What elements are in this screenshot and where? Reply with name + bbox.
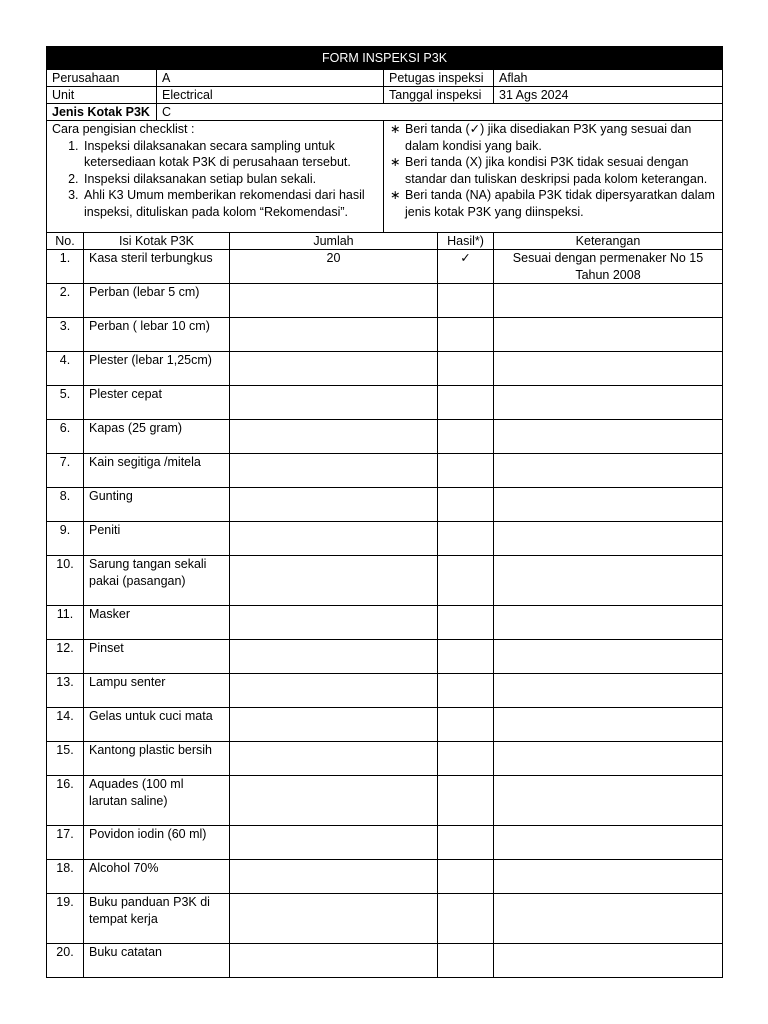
row-keterangan[interactable]: [494, 420, 723, 454]
row-jumlah[interactable]: [230, 522, 438, 556]
form-title: FORM INSPEKSI P3K: [47, 47, 723, 70]
notes-list: [389, 121, 717, 220]
row-number: 20.: [47, 944, 84, 978]
row-keterangan[interactable]: [494, 318, 723, 352]
table-row: [47, 674, 723, 708]
table-row: [47, 522, 723, 556]
petugas-label: Petugas inspeksi: [384, 70, 494, 87]
row-number: 15.: [47, 742, 84, 776]
row-hasil[interactable]: [438, 352, 494, 386]
row-keterangan[interactable]: Sesuai dengan permenaker No 15 Tahun 2008: [494, 250, 723, 284]
row-keterangan[interactable]: [494, 742, 723, 776]
row-item: Gelas untuk cuci mata: [84, 708, 230, 742]
form-header-table: [46, 46, 723, 121]
row-jumlah[interactable]: [230, 826, 438, 860]
row-jumlah[interactable]: [230, 894, 438, 944]
instructions-table: [46, 121, 723, 233]
row-item: Aquades (100 ml larutan saline): [84, 776, 230, 826]
row-jumlah[interactable]: [230, 386, 438, 420]
row-item: Perban ( lebar 10 cm): [84, 318, 230, 352]
table-row: [47, 488, 723, 522]
row-keterangan[interactable]: [494, 522, 723, 556]
unit-label: Unit: [47, 87, 157, 104]
instruction-step: 3. Ahli K3 Umum memberikan rekomendasi dari hasil inspeksi, dituliskan pada kolom “Rekomendasi”.: [82, 187, 378, 220]
row-keterangan[interactable]: [494, 352, 723, 386]
row-jumlah[interactable]: [230, 284, 438, 318]
row-hasil[interactable]: [438, 454, 494, 488]
row-item: Peniti: [84, 522, 230, 556]
row-item: Perban (lebar 5 cm): [84, 284, 230, 318]
row-number: 4.: [47, 352, 84, 386]
row-keterangan[interactable]: [494, 708, 723, 742]
row-item: Plester (lebar 1,25cm): [84, 352, 230, 386]
row-jumlah[interactable]: [230, 860, 438, 894]
tanggal-value[interactable]: 31 Ags 2024: [494, 87, 723, 104]
row-hasil[interactable]: ✓: [438, 250, 494, 284]
row-jumlah[interactable]: [230, 742, 438, 776]
row-jumlah[interactable]: [230, 488, 438, 522]
row-keterangan[interactable]: [494, 556, 723, 606]
row-hasil[interactable]: [438, 776, 494, 826]
table-row: [47, 284, 723, 318]
row-keterangan[interactable]: [494, 488, 723, 522]
row-keterangan[interactable]: [494, 860, 723, 894]
table-row: [47, 420, 723, 454]
row-hasil[interactable]: [438, 488, 494, 522]
instruction-step: 2. Inspeksi dilaksanakan setiap bulan sekali.: [82, 171, 378, 188]
table-row: [47, 606, 723, 640]
row-number: 12.: [47, 640, 84, 674]
table-row: [47, 556, 723, 606]
row-hasil[interactable]: [438, 420, 494, 454]
checklist-instructions: [47, 121, 384, 233]
inspection-form: [46, 46, 722, 978]
asterisk-bullet-icon: ∗: [390, 155, 401, 169]
row-number: 8.: [47, 488, 84, 522]
instruction-step: 1. Inspeksi dilaksanakan secara sampling untuk ketersediaan kotak P3K di perusahaan tersebut.: [82, 138, 378, 171]
instructions-steps: [52, 138, 378, 221]
row-number: 2.: [47, 284, 84, 318]
checklist-table: [46, 233, 723, 978]
row-item: Kapas (25 gram): [84, 420, 230, 454]
row-keterangan[interactable]: [494, 454, 723, 488]
row-jumlah[interactable]: [230, 944, 438, 978]
table-row: [47, 944, 723, 978]
row-jumlah[interactable]: [230, 318, 438, 352]
perusahaan-value[interactable]: A: [157, 70, 384, 87]
row-keterangan[interactable]: [494, 894, 723, 944]
row-keterangan[interactable]: [494, 606, 723, 640]
col-hasil: Hasil*): [438, 233, 494, 250]
row-jumlah[interactable]: [230, 454, 438, 488]
table-row: [47, 708, 723, 742]
row-hasil[interactable]: [438, 522, 494, 556]
perusahaan-label: Perusahaan: [47, 70, 157, 87]
row-jumlah[interactable]: [230, 352, 438, 386]
row-hasil[interactable]: [438, 742, 494, 776]
tanggal-label: Tanggal inspeksi: [384, 87, 494, 104]
checklist-header-row: [47, 233, 723, 250]
row-keterangan[interactable]: [494, 640, 723, 674]
table-row: [47, 318, 723, 352]
row-jumlah[interactable]: [230, 640, 438, 674]
row-number: 18.: [47, 860, 84, 894]
row-hasil[interactable]: [438, 386, 494, 420]
row-number: 14.: [47, 708, 84, 742]
row-hasil[interactable]: [438, 674, 494, 708]
row-number: 1.: [47, 250, 84, 284]
row-keterangan[interactable]: [494, 284, 723, 318]
row-item: Masker: [84, 606, 230, 640]
table-row: [47, 640, 723, 674]
row-item: Buku catatan: [84, 944, 230, 978]
row-number: 3.: [47, 318, 84, 352]
row-number: 13.: [47, 674, 84, 708]
row-number: 10.: [47, 556, 84, 606]
row-hasil[interactable]: [438, 284, 494, 318]
row-jumlah[interactable]: 20: [230, 250, 438, 284]
row-number: 19.: [47, 894, 84, 944]
row-item: Alcohol 70%: [84, 860, 230, 894]
row-item: Gunting: [84, 488, 230, 522]
note-item: ∗ Beri tanda (NA) apabila P3K tidak dipersyaratkan dalam jenis kotak P3K yang diinspeksi.: [390, 188, 715, 219]
row-item: Kasa steril terbungkus: [84, 250, 230, 284]
asterisk-bullet-icon: ∗: [390, 122, 401, 136]
instructions-heading: Cara pengisian checklist :: [52, 122, 195, 136]
row-item: Pinset: [84, 640, 230, 674]
table-row: [47, 250, 723, 284]
jenis-label: Jenis Kotak P3K: [47, 104, 157, 121]
col-keterangan: Keterangan: [494, 233, 723, 250]
row-hasil[interactable]: [438, 894, 494, 944]
row-hasil[interactable]: [438, 556, 494, 606]
row-hasil[interactable]: [438, 860, 494, 894]
col-no: No.: [47, 233, 84, 250]
table-row: [47, 352, 723, 386]
row-keterangan[interactable]: [494, 386, 723, 420]
row-item: Kantong plastic bersih: [84, 742, 230, 776]
row-hasil[interactable]: [438, 606, 494, 640]
petugas-value[interactable]: Aflah: [494, 70, 723, 87]
row-number: 11.: [47, 606, 84, 640]
col-item: Isi Kotak P3K: [84, 233, 230, 250]
row-jumlah[interactable]: [230, 606, 438, 640]
row-hasil[interactable]: [438, 318, 494, 352]
note-item: ∗ Beri tanda (✓) jika disediakan P3K yang sesuai dan dalam kondisi yang baik.: [390, 122, 692, 153]
table-row: [47, 860, 723, 894]
checklist-rows: [47, 250, 723, 978]
row-jumlah[interactable]: [230, 674, 438, 708]
jenis-value[interactable]: C: [157, 104, 723, 121]
row-hasil[interactable]: [438, 708, 494, 742]
row-hasil[interactable]: [438, 826, 494, 860]
table-row: [47, 826, 723, 860]
row-keterangan[interactable]: [494, 674, 723, 708]
unit-value[interactable]: Electrical: [157, 87, 384, 104]
row-hasil[interactable]: [438, 944, 494, 978]
row-jumlah[interactable]: [230, 420, 438, 454]
row-jumlah[interactable]: [230, 708, 438, 742]
row-number: 17.: [47, 826, 84, 860]
row-keterangan[interactable]: [494, 944, 723, 978]
table-row: [47, 386, 723, 420]
row-number: 7.: [47, 454, 84, 488]
row-item: Sarung tangan sekali pakai (pasangan): [84, 556, 230, 606]
row-hasil[interactable]: [438, 640, 494, 674]
row-number: 5.: [47, 386, 84, 420]
row-number: 9.: [47, 522, 84, 556]
marking-notes: [384, 121, 723, 233]
row-keterangan[interactable]: [494, 826, 723, 860]
table-row: [47, 894, 723, 944]
row-item: Kain segitiga /mitela: [84, 454, 230, 488]
row-jumlah[interactable]: [230, 556, 438, 606]
row-jumlah[interactable]: [230, 776, 438, 826]
row-number: 16.: [47, 776, 84, 826]
table-row: [47, 776, 723, 826]
row-item: Plester cepat: [84, 386, 230, 420]
row-item: Lampu senter: [84, 674, 230, 708]
asterisk-bullet-icon: ∗: [390, 188, 401, 202]
row-item: Povidon iodin (60 ml): [84, 826, 230, 860]
table-row: [47, 742, 723, 776]
row-item: Buku panduan P3K di tempat kerja: [84, 894, 230, 944]
row-keterangan[interactable]: [494, 776, 723, 826]
table-row: [47, 454, 723, 488]
row-number: 6.: [47, 420, 84, 454]
col-jumlah: Jumlah: [230, 233, 438, 250]
note-item: ∗ Beri tanda (X) jika kondisi P3K tidak sesuai dengan standar dan tuliskan deskripsi pada kolom keterangan.: [390, 155, 708, 186]
